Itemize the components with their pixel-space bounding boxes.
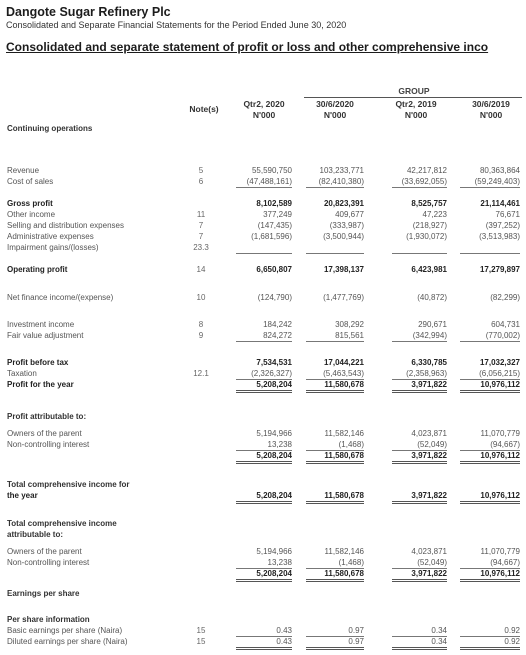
row-label: Diluted earnings per share (Naira) <box>7 637 128 646</box>
column-period: Qtr2, 2019 <box>395 99 437 109</box>
row-label: Continuing operations <box>7 124 93 133</box>
row-value: (82,299) <box>490 293 520 302</box>
row-value: (218,927) <box>412 221 447 230</box>
row-value: (2,326,327) <box>236 368 292 380</box>
statement-row <box>0 529 526 540</box>
row-value: 3,971,822 <box>392 568 447 582</box>
statement-row <box>0 411 526 422</box>
row-note: 14 <box>196 265 206 274</box>
row-note: 8 <box>198 320 204 329</box>
row-value: (124,790) <box>257 293 292 302</box>
row-value: 11,580,678 <box>306 568 364 582</box>
row-note: 23.3 <box>193 243 209 252</box>
row-value: (3,513,983) <box>479 232 520 241</box>
row-value: 11,582,146 <box>324 429 364 438</box>
row-label: Profit before tax <box>7 358 69 367</box>
row-value: 409,677 <box>335 210 364 219</box>
row-value: 3,971,822 <box>392 450 447 464</box>
row-value: (1,468) <box>306 557 364 569</box>
row-value: 8,102,589 <box>256 199 292 208</box>
statement-row <box>0 319 526 330</box>
row-value <box>392 242 447 254</box>
row-value: 6,650,807 <box>256 265 292 274</box>
row-value: 290,671 <box>418 320 447 329</box>
row-value: (47,488,161) <box>236 176 292 188</box>
statement-row <box>0 231 526 242</box>
row-value: 824,272 <box>236 330 292 342</box>
row-value: 6,423,981 <box>411 265 447 274</box>
column-unit: N'000 <box>252 110 276 120</box>
row-value: 0.97 <box>306 625 364 637</box>
row-label: Total comprehensive income for <box>7 480 130 489</box>
row-note: 12.1 <box>193 369 209 378</box>
row-note: 5 <box>198 166 204 175</box>
row-label: Net finance income/(expense) <box>7 293 114 302</box>
row-value: (397,252) <box>485 221 520 230</box>
row-value: 0.92 <box>460 636 520 650</box>
statement-row <box>0 368 526 379</box>
row-label: Per share information <box>7 615 90 624</box>
row-value: 17,279,897 <box>479 265 520 274</box>
row-value: 0.43 <box>236 625 292 637</box>
statement-row <box>0 636 526 647</box>
row-note: 15 <box>196 626 206 635</box>
group-label: GROUP <box>398 86 430 96</box>
row-label: Operating profit <box>7 265 68 274</box>
row-note: 7 <box>198 232 204 241</box>
row-label: Non-controlling interest <box>7 558 90 567</box>
row-note: 7 <box>198 221 204 230</box>
row-value: 377,249 <box>263 210 292 219</box>
row-value: (1,930,072) <box>406 232 447 241</box>
row-value <box>306 242 364 254</box>
column-unit: N'000 <box>404 110 428 120</box>
row-value: (342,994) <box>392 330 447 342</box>
row-label: Cost of sales <box>7 177 54 186</box>
statement-row <box>0 614 526 625</box>
row-label: Owners of the parent <box>7 429 82 438</box>
row-value: 42,217,812 <box>406 166 447 175</box>
row-value: 0.97 <box>306 636 364 650</box>
column-header-qtr2-2019 <box>388 99 444 121</box>
row-value: 308,292 <box>335 320 364 329</box>
row-value: 6,330,785 <box>411 358 447 367</box>
row-label: Administrative expenses <box>7 232 94 241</box>
notes-header: Note(s) <box>189 104 219 114</box>
row-value: 5,208,204 <box>236 379 292 393</box>
row-note: 11 <box>196 210 206 219</box>
row-value: 5,194,966 <box>256 429 292 438</box>
row-value: 5,208,204 <box>236 450 292 464</box>
row-label: Basic earnings per share (Naira) <box>7 626 123 635</box>
row-value: 13,238 <box>236 557 292 569</box>
row-value: (6,056,215) <box>460 368 520 380</box>
row-label: the year <box>7 491 38 500</box>
row-value: 7,534,531 <box>256 358 292 367</box>
statement-row <box>0 625 526 636</box>
statement-row <box>0 264 526 275</box>
statement-row <box>0 209 526 220</box>
row-label: Impairment gains/(losses) <box>7 243 99 252</box>
row-value: (52,049) <box>392 439 447 451</box>
row-label: Taxation <box>7 369 37 378</box>
row-value: 4,023,871 <box>411 429 447 438</box>
statement-row <box>0 546 526 557</box>
row-value: (33,692,055) <box>392 176 447 188</box>
row-value: 76,671 <box>495 210 520 219</box>
row-value: (94,667) <box>460 557 520 569</box>
row-note: 10 <box>196 293 206 302</box>
row-value: 10,976,112 <box>460 450 520 464</box>
group-rule <box>304 97 522 98</box>
statement-title: Consolidated and separate statement of profit or loss and other comprehensive inco <box>6 40 489 54</box>
statement-row <box>0 242 526 253</box>
row-value: 815,561 <box>306 330 364 342</box>
statement-row <box>0 490 526 501</box>
row-value: 17,398,137 <box>323 265 364 274</box>
row-value: 21,114,461 <box>480 199 520 208</box>
row-value: 0.34 <box>392 625 447 637</box>
row-value: 17,032,327 <box>479 358 520 367</box>
column-period: 30/6/2020 <box>316 99 354 109</box>
statement-row <box>0 379 526 390</box>
row-label: Earnings per share <box>7 589 80 598</box>
statement-row <box>0 330 526 341</box>
column-period: Qtr2, 2020 <box>243 99 285 109</box>
row-label: Investment income <box>7 320 75 329</box>
row-label: Gross profit <box>7 199 53 208</box>
statement-row <box>0 123 526 134</box>
row-value <box>236 242 292 254</box>
column-header-ytd-2020 <box>306 99 364 121</box>
company-name: Dangote Sugar Refinery Plc <box>6 5 171 19</box>
row-value: 80,363,864 <box>479 166 520 175</box>
row-value: (147,435) <box>257 221 292 230</box>
row-label: Revenue <box>7 166 40 175</box>
row-note: 9 <box>198 331 204 340</box>
statement-row <box>0 557 526 568</box>
row-value: 17,044,221 <box>323 358 364 367</box>
column-header-qtr2-2020 <box>236 99 292 121</box>
statement-row <box>0 450 526 461</box>
row-value: (59,249,403) <box>460 176 520 188</box>
row-value: (5,463,543) <box>306 368 364 380</box>
column-unit: N'000 <box>479 110 503 120</box>
row-value: 4,023,871 <box>411 547 447 556</box>
statement-row <box>0 357 526 368</box>
row-value: (82,410,380) <box>306 176 364 188</box>
row-label: Total comprehensive income <box>7 519 117 528</box>
column-period: 30/6/2019 <box>472 99 510 109</box>
statement-row <box>0 439 526 450</box>
row-note: 6 <box>198 177 204 186</box>
row-value: 20,823,391 <box>323 199 364 208</box>
row-label: attributable to: <box>7 530 63 539</box>
row-value: 5,208,204 <box>236 490 292 504</box>
column-header-ytd-2019 <box>462 99 520 121</box>
column-unit: N'000 <box>323 110 347 120</box>
statement-row <box>0 220 526 231</box>
row-value: (52,049) <box>392 557 447 569</box>
row-label: Profit attributable to: <box>7 412 87 421</box>
statement-row <box>0 518 526 529</box>
row-note: 15 <box>196 637 206 646</box>
row-value: 0.43 <box>236 636 292 650</box>
row-value: 3,971,822 <box>392 379 447 393</box>
statement-row <box>0 479 526 490</box>
row-value: 47,223 <box>422 210 447 219</box>
document-subtitle: Consolidated and Separate Financial Statements for the Period Ended June 30, 2020 <box>6 20 347 30</box>
row-label: Fair value adjustment <box>7 331 84 340</box>
row-label: Non-controlling interest <box>7 440 90 449</box>
row-label: Owners of the parent <box>7 547 82 556</box>
row-value: (770,002) <box>460 330 520 342</box>
row-value: 8,525,757 <box>411 199 447 208</box>
row-value: 11,070,779 <box>480 429 520 438</box>
row-value: 13,238 <box>236 439 292 451</box>
statement-row <box>0 568 526 579</box>
row-value: 5,194,966 <box>256 547 292 556</box>
statement-row <box>0 165 526 176</box>
statement-row <box>0 198 526 209</box>
statement-row <box>0 292 526 303</box>
row-value: (40,872) <box>417 293 447 302</box>
row-value: (1,468) <box>306 439 364 451</box>
row-value: 11,580,678 <box>306 490 364 504</box>
row-value: 0.92 <box>460 625 520 637</box>
row-label: Selling and distribution expenses <box>7 221 124 230</box>
statement-row <box>0 428 526 439</box>
statement-row <box>0 176 526 187</box>
row-label: Other income <box>7 210 56 219</box>
row-value: 184,242 <box>263 320 292 329</box>
row-value: (1,681,596) <box>251 232 292 241</box>
row-value <box>460 242 520 254</box>
row-value: 5,208,204 <box>236 568 292 582</box>
statement-row <box>0 588 526 599</box>
row-value: 11,582,146 <box>324 547 364 556</box>
row-value: (2,358,963) <box>392 368 447 380</box>
row-value: 55,590,750 <box>251 166 292 175</box>
row-value: (3,500,944) <box>323 232 364 241</box>
row-value: 10,976,112 <box>460 568 520 582</box>
row-value: 0.34 <box>392 636 447 650</box>
row-value: 604,731 <box>491 320 520 329</box>
row-value: 11,070,779 <box>480 547 520 556</box>
row-value: 10,976,112 <box>460 379 520 393</box>
row-value: 10,976,112 <box>460 490 520 504</box>
row-value: (94,667) <box>460 439 520 451</box>
row-value: 103,233,771 <box>319 166 364 175</box>
row-value: (333,987) <box>329 221 364 230</box>
row-value: 11,580,678 <box>306 379 364 393</box>
row-value: 3,971,822 <box>392 490 447 504</box>
row-value: (1,477,769) <box>323 293 364 302</box>
row-label: Profit for the year <box>7 380 74 389</box>
row-value: 11,580,678 <box>306 450 364 464</box>
